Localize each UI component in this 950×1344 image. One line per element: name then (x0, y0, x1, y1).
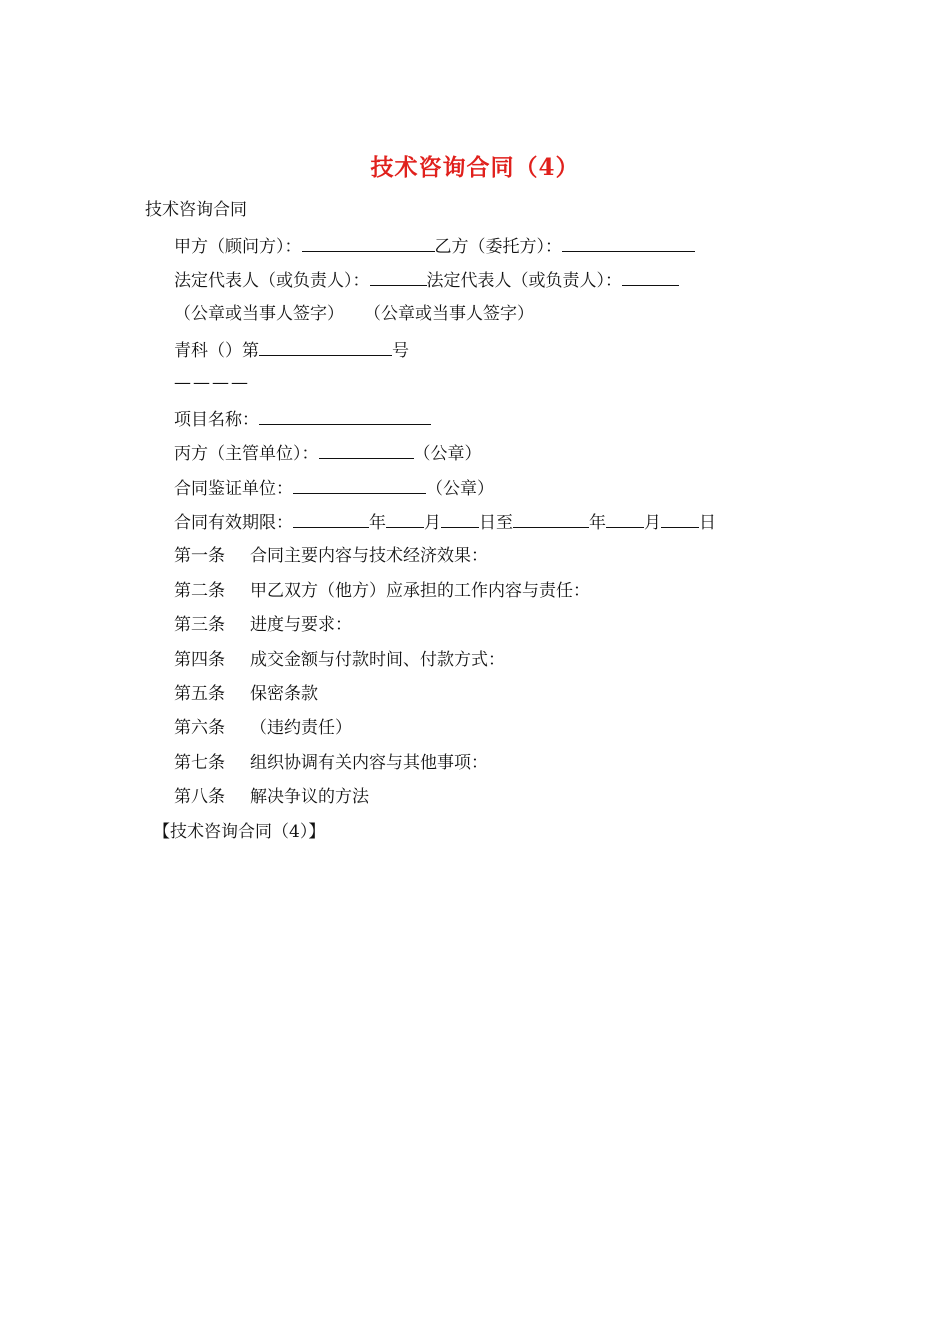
legal-rep-right-blank (622, 267, 679, 286)
legal-rep-left-label: 法定代表人（或负责人）： (174, 271, 370, 291)
validity-year: 年 (369, 513, 386, 533)
clause-number: 第八条 (174, 787, 225, 807)
party-b-blank (562, 233, 695, 252)
party-c-label: 丙方（主管单位）： (174, 444, 319, 464)
party-a-blank (302, 233, 435, 252)
contract-number-line (174, 337, 409, 363)
validity-day2: 日 (699, 513, 716, 533)
clause-text: 合同主要内容与技术经济效果： (250, 546, 488, 566)
clause-number: 第五条 (174, 684, 225, 704)
clause-item (174, 544, 488, 568)
seal-right: （公章或当事人签字） (364, 304, 534, 324)
clause-number: 第四条 (174, 650, 225, 670)
validity-label: 合同有效期限： (174, 513, 293, 533)
validity-day-blank (441, 509, 479, 528)
verifier-seal: （公章） (426, 479, 494, 499)
clause-text: 解决争议的方法 (250, 787, 369, 807)
project-name-blank (259, 406, 431, 425)
validity-month-blank (386, 509, 424, 528)
seal-left: （公章或当事人签字） (174, 304, 344, 324)
clause-item (174, 579, 590, 603)
clause-text: 组织协调有关内容与其他事项： (250, 753, 488, 773)
number-suffix: 号 (392, 341, 409, 361)
clause-number: 第二条 (174, 581, 225, 601)
clause-item (174, 682, 318, 706)
validity-year-blank (293, 509, 369, 528)
validity-day2-blank (661, 509, 699, 528)
clause-text: 保密条款 (250, 684, 318, 704)
clause-text: （违约责任） (250, 718, 352, 738)
party-c-seal: （公章） (413, 444, 482, 464)
validity-month2-blank (606, 509, 644, 528)
contract-heading: 技术咨询合同 (145, 200, 247, 220)
clause-number: 第一条 (174, 546, 225, 566)
clause-number: 第七条 (174, 753, 225, 773)
party-b-label: 乙方（委托方）： (434, 237, 562, 257)
party-a-label: 甲方（顾问方）： (174, 237, 302, 257)
clause-number: 第三条 (174, 615, 225, 635)
validity-line (174, 509, 716, 535)
project-name-line (174, 406, 431, 432)
project-name-label: 项目名称： (174, 410, 259, 430)
validity-year2-blank (513, 509, 589, 528)
clause-text: 成交金额与付款时间、付款方式： (250, 650, 505, 670)
party-c-line (174, 440, 482, 466)
party-c-blank (319, 440, 414, 459)
validity-year2: 年 (589, 513, 606, 533)
clause-item (174, 648, 505, 672)
validity-month: 月 (424, 513, 441, 533)
verifier-label: 合同鉴证单位： (174, 479, 293, 499)
validity-day-to: 日至 (479, 513, 513, 533)
separator-dashes: ———— (174, 373, 250, 393)
validity-month2: 月 (644, 513, 661, 533)
clause-item (174, 785, 369, 809)
clause-number: 第六条 (174, 718, 225, 738)
clause-item (174, 716, 352, 740)
clause-text: 进度与要求： (250, 615, 352, 635)
parties-line (174, 233, 695, 259)
seal-line (174, 302, 534, 326)
clause-text: 甲乙双方（他方）应承担的工作内容与责任： (250, 581, 590, 601)
legal-rep-left-blank (370, 267, 427, 286)
legal-rep-line (174, 267, 679, 293)
document-footer: 【技术咨询合同（4）】 (153, 822, 326, 842)
clause-item (174, 751, 488, 775)
number-blank (259, 337, 392, 356)
clause-item (174, 613, 352, 637)
verifier-blank (293, 475, 426, 494)
document-title: 技术咨询合同（4） (370, 154, 580, 181)
verifier-line (174, 475, 494, 501)
legal-rep-right-label: 法定代表人（或负责人）： (426, 271, 622, 291)
number-prefix: 青科（）第 (174, 341, 259, 361)
